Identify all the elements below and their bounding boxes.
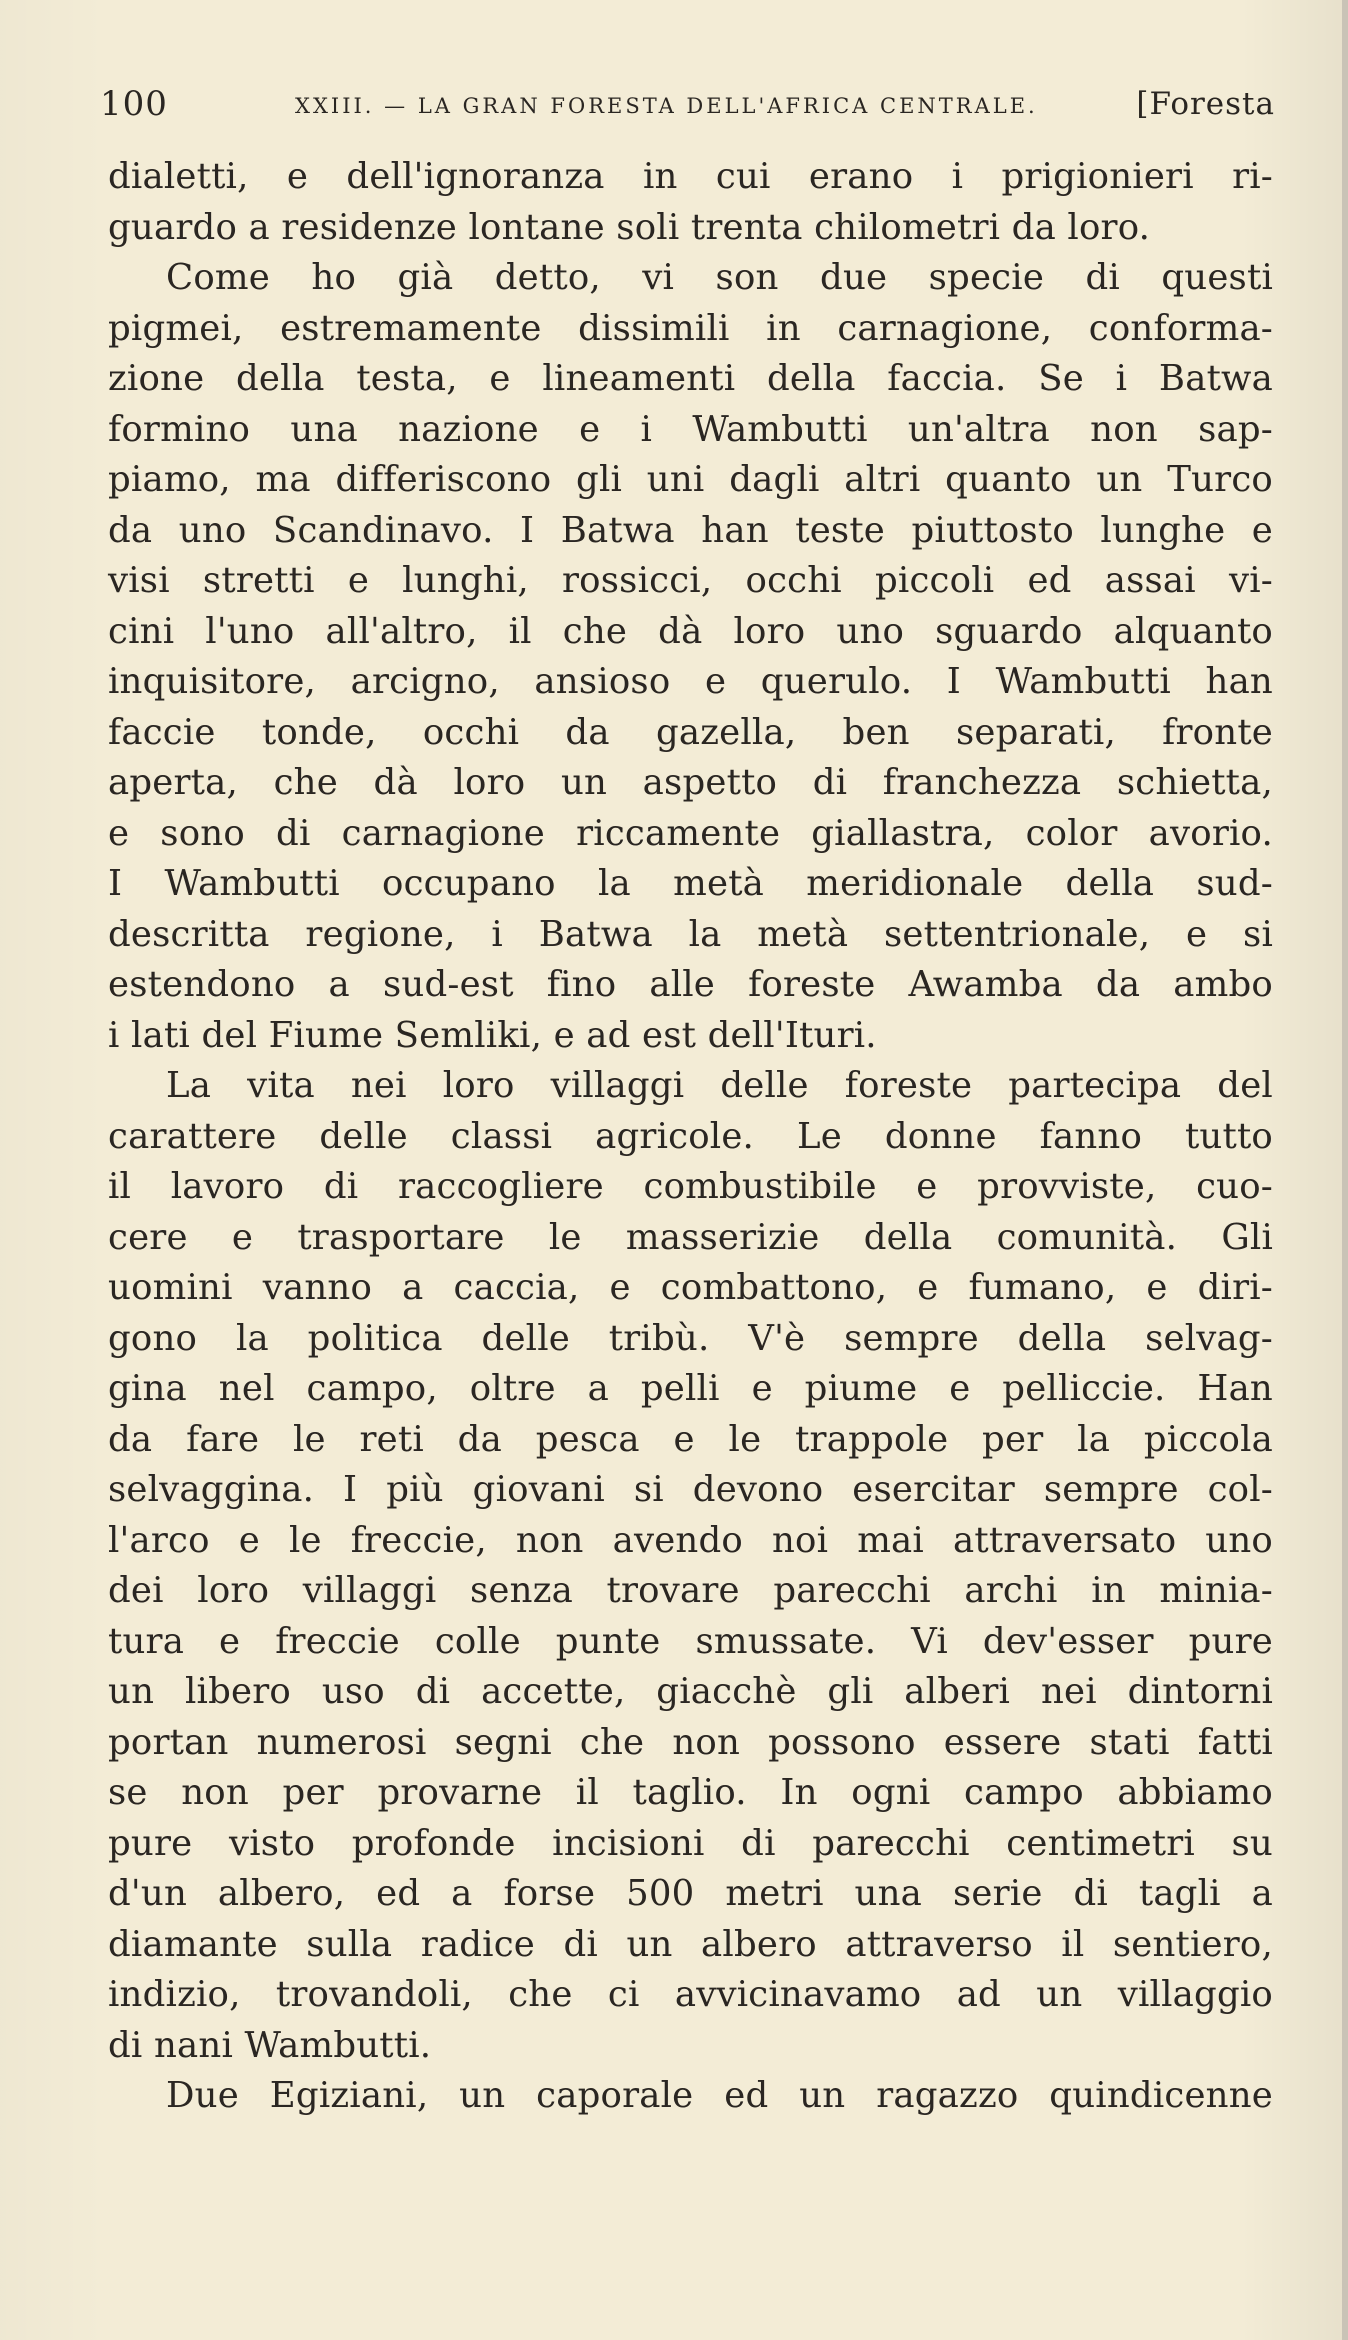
text-line: i lati del Fiume Semliki, e ad est dell'Ituri. (108, 1014, 877, 1056)
text-line: piamo, ma differiscono gli uni dagli altri quanto un Turco (108, 459, 1273, 500)
section-marker: [Foresta (1136, 86, 1275, 122)
text-line: dialetti, e dell'ignoranza in cui erano i prigionieri ri- (108, 156, 1273, 197)
text-line: selvaggina. I più giovani si devono esercitar sempre col- (108, 1469, 1273, 1510)
text-line: Come ho già detto, vi son due specie di questi (166, 257, 1273, 298)
page-edge (1342, 0, 1348, 2340)
text-line: descritta regione, i Batwa la metà settentrionale, e si (108, 913, 1273, 955)
text-line: portan numerosi segni che non possono essere stati fatti (108, 1721, 1273, 1763)
text-line: gina nel campo, oltre a pelli e piume e pelliccie. Han (108, 1368, 1273, 1409)
text-line: d'un albero, ed a forse 500 metri una serie di tagli a (108, 1873, 1273, 1914)
text-line: visi stretti e lunghi, rossicci, occhi piccoli ed assai vi- (108, 560, 1273, 601)
running-title: XXIII. — LA GRAN FORESTA DELL'AFRICA CENTRALE. (295, 94, 1038, 118)
text-line: Due Egiziani, un caporale ed un ragazzo quindicenne (166, 2075, 1273, 2116)
text-line: faccie tonde, occhi da gazella, ben separati, fronte (108, 711, 1273, 753)
text-line: pigmei, estremamente dissimili in carnagione, conforma- (108, 307, 1273, 349)
running-header (100, 84, 1275, 134)
text-line: da uno Scandinavo. I Batwa han teste piuttosto lunghe e (108, 509, 1273, 551)
text-line: diamante sulla radice di un albero attraverso il sentiero, (108, 1923, 1273, 1965)
text-line: aperta, che dà loro un aspetto di franchezza schietta, (108, 762, 1273, 803)
text-line: di nani Wambutti. (108, 2024, 432, 2066)
text-line: un libero uso di accette, giacchè gli alberi nei dintorni (108, 1671, 1273, 1712)
text-line: cere e trasportare le masserizie della comunità. Gli (108, 1216, 1273, 1258)
text-line: gono la politica delle tribù. V'è sempre della selvag- (108, 1317, 1273, 1359)
body-text (108, 152, 1273, 2122)
text-line: tura e freccie colle punte smussate. Vi dev'esser pure (108, 1620, 1273, 1662)
text-line: estendono a sud-est fino alle foreste Awamba da ambo (108, 964, 1273, 1005)
text-line: I Wambutti occupano la metà meridionale della sud- (108, 863, 1273, 904)
text-line: il lavoro di raccogliere combustibile e provviste, cuo- (108, 1166, 1273, 1207)
text-line: se non per provarne il taglio. In ogni campo abbiamo (108, 1772, 1273, 1813)
text-line: guardo a residenze lontane soli trenta chilometri da loro. (108, 206, 1151, 248)
text-line: da fare le reti da pesca e le trappole per la piccola (108, 1418, 1273, 1460)
text-line: carattere delle classi agricole. Le donne fanno tutto (108, 1115, 1273, 1157)
text-line: e sono di carnagione riccamente giallastra, color avorio. (108, 812, 1273, 854)
text-line: pure visto profonde incisioni di parecchi centimetri su (108, 1822, 1273, 1864)
page-number: 100 (100, 84, 168, 124)
text-line: La vita nei loro villaggi delle foreste partecipa del (166, 1065, 1273, 1106)
text-line: indizio, trovandoli, che ci avvicinavamo ad un villaggio (108, 1974, 1273, 2015)
text-line: zione della testa, e lineamenti della faccia. Se i Batwa (108, 358, 1273, 399)
text-line: inquisitore, arcigno, ansioso e querulo. I Wambutti han (108, 661, 1273, 702)
text-line: dei loro villaggi senza trovare parecchi archi in minia- (108, 1570, 1273, 1611)
text-line: l'arco e le freccie, non avendo noi mai attraversato uno (108, 1519, 1273, 1561)
text-line: formino una nazione e i Wambutti un'altra non sap- (108, 408, 1273, 450)
text-line: uomini vanno a caccia, e combattono, e fumano, e diri- (108, 1267, 1273, 1308)
text-line: cini l'uno all'altro, il che dà loro uno sguardo alquanto (108, 610, 1273, 652)
